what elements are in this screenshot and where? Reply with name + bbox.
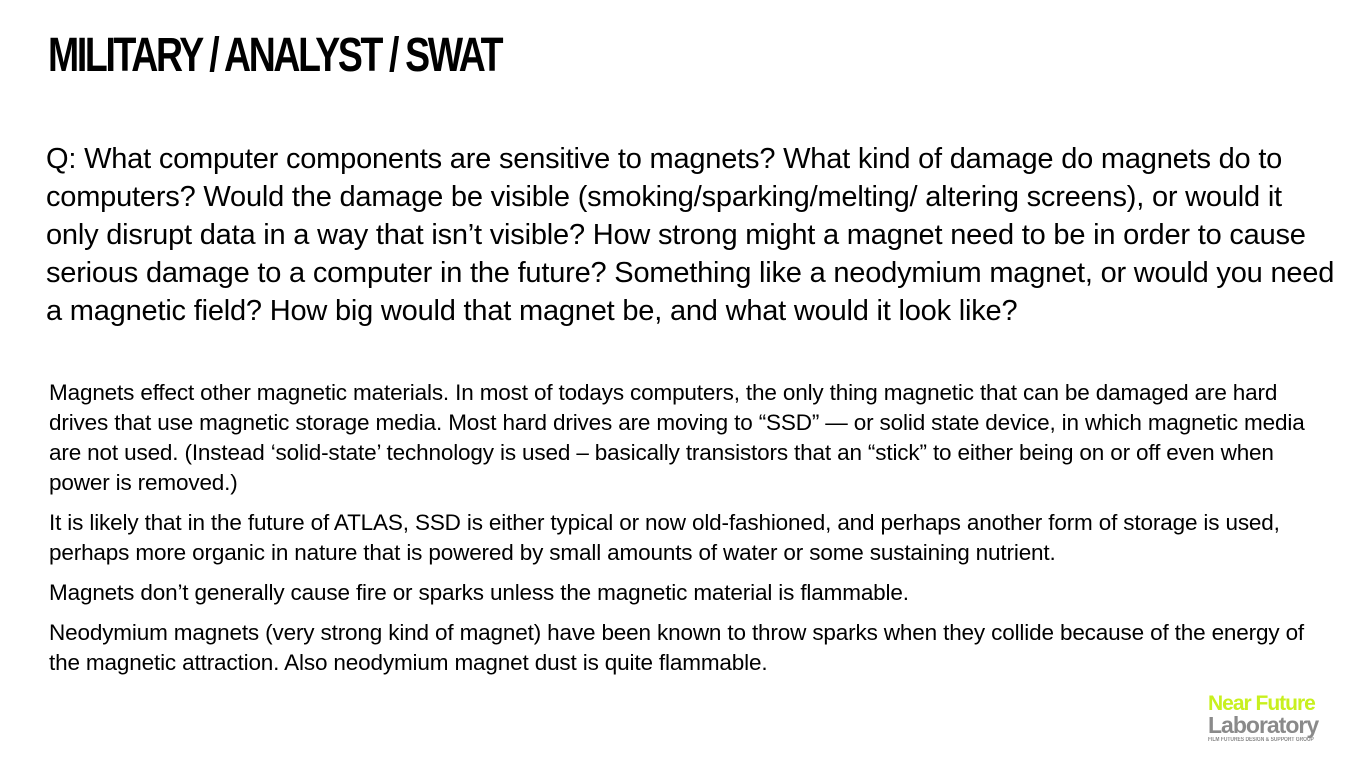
answer-paragraph-4: Neodymium magnets (very strong kind of magnet) have been known to throw sparks when they collide because of the energy of the magnetic attraction. Also neodymium magnet dust is quite flammable. (49, 620, 1305, 675)
question-text: Q: What computer components are sensitive to magnets? What kind of damage do magnets do to computers? Would the damage be visible (smoking/sparking/melting/ altering screens), or would it only disrupt data in a way that isn’t visible? How strong might a magnet need to be in order to cause serious damage to a computer in the future? Something like a neodymium magnet, or would you need a magnetic field? How big would that magnet be, and what would it look like? (46, 143, 1335, 327)
logo-line-2: Laboratory (1208, 712, 1319, 738)
answer-paragraph-2: It is likely that in the future of ATLAS, SSD is either typical or now old-fashioned, and perhaps another form of storage is used, perhaps more organic in nature that is powered by small amounts of water or some sustaining nutrient. (49, 510, 1280, 565)
answer-paragraph-1: Magnets effect other magnetic materials. In most of todays computers, the only thing magnetic that can be damaged are hard drives that use magnetic storage media. Most hard drives are moving to “SSD” — or solid state device, in which magnetic media are not used. (Instead ‘solid-state’ technology is used – basically transistors that an “stick” to either being on or off even when power is removed.) (49, 380, 1305, 495)
logo-line-1: Near Future (1208, 692, 1315, 715)
answer-section (49, 378, 1339, 700)
logo-tagline: FILM FUTURES DESIGN & SUPPORT GROUP (1208, 737, 1314, 743)
near-future-laboratory-logo (1208, 693, 1348, 749)
answer-paragraph-3: Magnets don’t generally cause fire or sparks unless the magnetic material is flammable. (49, 580, 909, 605)
slide-title: MILITARY / ANALYST / SWAT (48, 29, 502, 82)
